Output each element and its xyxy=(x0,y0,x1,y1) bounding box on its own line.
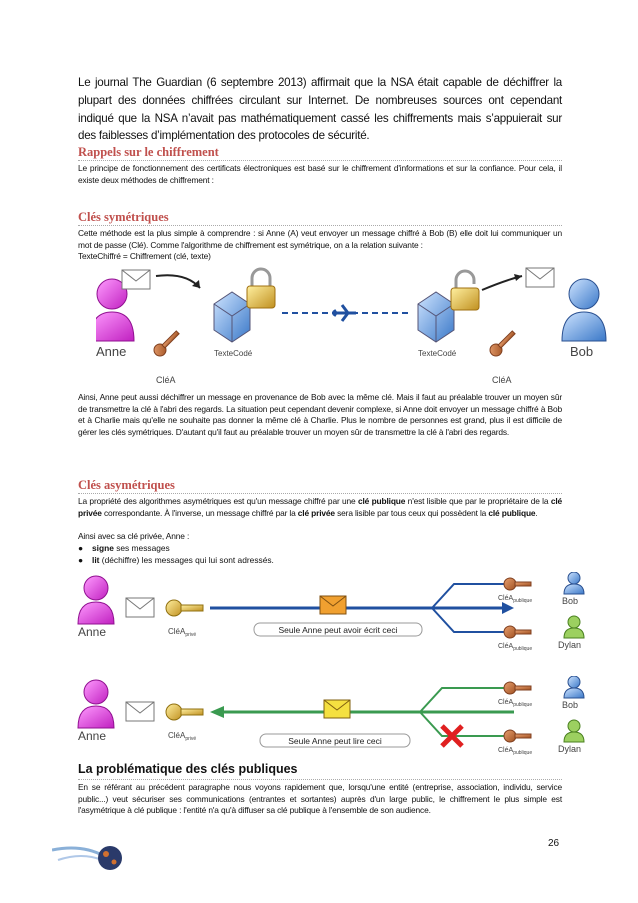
key-icon xyxy=(504,682,531,694)
anne-label: Anne xyxy=(78,625,107,639)
key-icon xyxy=(152,328,182,358)
box-label: TexteCodé xyxy=(418,349,457,358)
airplane-icon xyxy=(332,305,356,321)
key-icon xyxy=(504,730,531,742)
envelope-icon xyxy=(126,598,154,617)
list-item: ● lit (déchiffre) les messages qui lui sont adressés. xyxy=(78,555,274,565)
svg-text:CléApublique: CléA$_{publique}$ xyxy=(498,747,533,756)
banner-text: Seule Anne peut lire ceci xyxy=(288,736,382,746)
key-label: CléA xyxy=(492,375,512,385)
key-icon xyxy=(488,328,518,358)
intro-paragraph: Le journal The Guardian (6 septembre 2013) affirmait que la NSA était capable de déchiffrer la plupart des données chiffrées circulant sur Internet. De nombreuses sources ont cependant indiqué que la NSA n’avait pas mathématiquement cassé les chiffrements mais s’appuierait sur des faiblesses d’implémentation des protocoles de sécurité. xyxy=(78,76,562,143)
bob-person-icon xyxy=(564,676,584,698)
envelope-icon xyxy=(526,268,554,287)
golden-key-icon xyxy=(166,600,203,616)
symetriques-paragraph-1: Cette méthode est la plus simple à comprendre : si Anne (A) veut envoyer un message chiffré à Bob (B) elle doit lui communiquer un mot de passe (Clé). Comme l'algorithme de chiffrement est symétrique, on a la relation suivante : xyxy=(78,228,562,250)
golden-key-icon xyxy=(166,704,203,720)
anne-label: Anne xyxy=(96,344,127,359)
envelope-icon xyxy=(324,700,350,718)
problematique-paragraph: En se référant au précédent paragraphe nous voyons rapidement que, lorsqu'une entité (entreprise, association, individu, service public...) veut sécuriser ses communications (entrantes et sortantes) auprès d'un large public, le chiffrement le plus simple est l'asymétrique à clé publique : l'entité n'a qu'à diffuser sa clé publique à l'ensemble de son audience. xyxy=(78,782,562,816)
dylan-label: Dylan xyxy=(558,640,582,650)
svg-text:CléApublique: CléA$_{publique}$ xyxy=(498,699,533,708)
box-label: TexteCodé xyxy=(214,349,253,358)
svg-text:CléAprivé: CléA$_{privé}$ xyxy=(168,627,197,638)
dylan-person-icon xyxy=(564,720,584,742)
bob-person-icon xyxy=(564,572,584,594)
svg-text:CléAprivé: CléA$_{privé}$ xyxy=(168,731,197,742)
dylan-person-icon xyxy=(564,616,584,638)
heading-symetriques: Clés symétriques xyxy=(78,210,169,224)
rappels-paragraph: Le principe de fonctionnement des certificats électroniques est basé sur le chiffrement d'informations et sur la confiance. Pour cela, il existe deux méthodes de chiffrement : xyxy=(78,163,562,185)
envelope-icon xyxy=(122,270,150,289)
symmetric-key-diagram xyxy=(96,266,616,390)
padlock-icon xyxy=(247,269,275,308)
key-icon xyxy=(504,626,531,638)
envelope-icon xyxy=(320,596,346,614)
banner-text: Seule Anne peut avoir écrit ceci xyxy=(278,625,398,635)
key-label: CléA xyxy=(156,375,176,385)
heading-rappels: Rappels sur le chiffrement xyxy=(78,145,219,159)
heading-asymetriques: Clés asymétriques xyxy=(78,478,175,492)
envelope-icon xyxy=(126,702,154,721)
symetriques-formula: TexteChiffré = Chiffrement (clé, texte) xyxy=(78,251,211,261)
asymetriques-paragraph-2: Ainsi avec sa clé privée, Anne : xyxy=(78,531,190,541)
key-icon xyxy=(504,578,531,590)
svg-text:CléApublique: CléA$_{publique}$ xyxy=(498,643,533,652)
anne-label: Anne xyxy=(78,729,107,743)
anne-person-icon xyxy=(78,576,114,624)
heading-rule xyxy=(78,160,562,161)
encrypted-box-icon xyxy=(214,292,250,342)
asymetriques-paragraph: La propriété des algorithmes asymétriques est qu'un message chiffré par une clé publique n'est lisible que par le propriétaire de la clé privée correspondante. À l'inverse, un message chiffré par la clé privée sera lisible par tous ceux qui possèdent la clé publique. xyxy=(78,496,563,518)
asymmetric-diagram-sign xyxy=(74,572,594,652)
asymmetric-diagram-read xyxy=(74,676,594,756)
list-item: ● signe ses messages xyxy=(78,543,170,553)
svg-text:CléApublique: CléA$_{publique}$ xyxy=(498,595,533,604)
encrypted-box-icon xyxy=(418,292,454,342)
heading-rule xyxy=(78,493,562,494)
bob-person-icon xyxy=(562,279,606,341)
heading-rule xyxy=(78,779,562,780)
dylan-label: Dylan xyxy=(558,744,582,754)
page-number: 26 xyxy=(548,838,560,849)
padlock-icon xyxy=(451,271,479,310)
bob-label: Bob xyxy=(562,700,579,710)
footer-logo-icon xyxy=(52,830,132,882)
heading-problematique: La problématique des clés publiques xyxy=(78,762,298,776)
anne-person-icon xyxy=(78,680,114,728)
bob-label: Bob xyxy=(562,596,579,606)
bob-label: Bob xyxy=(570,344,594,359)
heading-rule xyxy=(78,225,562,226)
symetriques-paragraph-2: Ainsi, Anne peut aussi déchiffrer un message en provenance de Bob avec la même clé. Mais il faut au préalable trouver un moyen sûr de transmettre la clé à l'abri des regards. La situation peut cependant devenir complexe, si Anne doit envoyer un message chiffré à Bob et à Charlie mais qu'elle ne souhaite pas donner la même clé à Charlie. Plus le nombre de personnes est grand, plus il est difficile de gérer les clés symétriques. D'autant qu'il faut au préalable trouver un moyen sûr de transmettre la clé à l'abri des regards. xyxy=(78,392,562,438)
